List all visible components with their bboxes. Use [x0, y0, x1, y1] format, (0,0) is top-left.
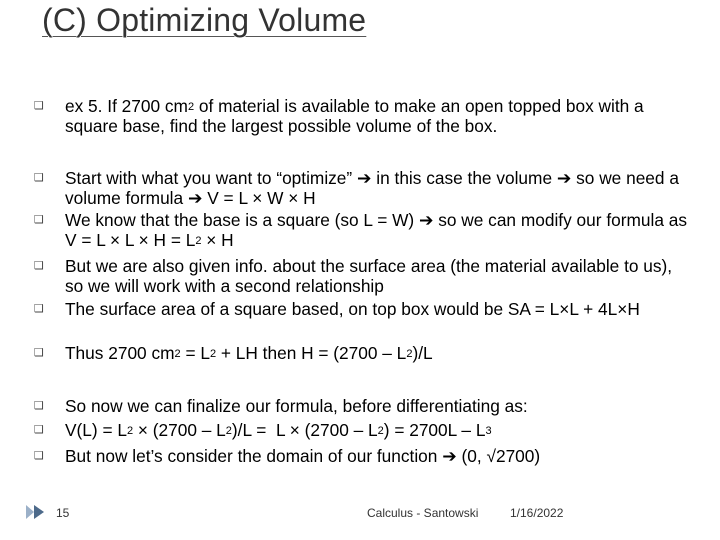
bullet-7	[28, 397, 692, 417]
bullet-1	[28, 97, 692, 136]
page-number: 15	[56, 506, 70, 520]
bullet-5	[28, 300, 692, 320]
bullet-marker-icon: ❑	[34, 172, 44, 184]
footer-date: 1/16/2022	[510, 506, 564, 520]
bullet-text: The surface area of a square based, on top box would be SA = L×L + 4L×H	[65, 299, 640, 319]
bullet-2	[28, 169, 692, 208]
bullet-text: But now let’s consider the domain of our function ➔ (0, √2700)	[65, 446, 541, 466]
bullet-text: ex 5. If 2700 $cm^2$ of material is available to make an open topped box with a square base, find the largest possible volume of the box.	[65, 96, 644, 136]
bullet-marker-icon: ❑	[34, 424, 44, 436]
bullet-8	[28, 421, 692, 441]
bullet-9	[28, 447, 692, 467]
footer-author: Calculus - Santowski	[367, 506, 479, 520]
slide-title: (C) Optimizing Volume	[42, 2, 367, 38]
bullet-marker-icon: ❑	[34, 100, 44, 112]
bullet-4	[28, 257, 692, 296]
bullet-marker-icon: ❑	[34, 214, 44, 226]
bullet-text: So now we can finalize our formula, before differentiating as:	[65, 396, 528, 416]
bullet-marker-icon: ❑	[34, 303, 44, 315]
bullet-text: Start with what you want to “optimize” ➔ in this case the volume ➔ so we need a volume formula ➔ V = L × W × H	[65, 168, 679, 208]
bullet-marker-icon: ❑	[34, 347, 44, 359]
bullet-text: Thus 2700 $cm^2 = L^2$ + LH then $H = (2700 - L^2)/L$	[65, 343, 433, 363]
bullet-marker-icon: ❑	[34, 450, 44, 462]
bullet-text: But we are also given info. about the surface area (the material available to us), so we will work with a second relationship	[65, 256, 673, 296]
footer-arrow-icon	[34, 505, 44, 519]
bullet-marker-icon: ❑	[34, 400, 44, 412]
bullet-text: $V(L) = L^2 \times (2700 - L^2)/L = L \times (2700 - L^2) = 2700L - L^3$	[65, 420, 492, 440]
bullet-6	[28, 344, 692, 364]
footer-accent-icon	[26, 505, 34, 519]
bullet-marker-icon: ❑	[34, 260, 44, 272]
bullet-text: We know that the base is a square (so L = W) ➔ so we can modify our formula as $V = L \times L \times H = L^2 \times H$	[65, 210, 688, 250]
bullet-3	[28, 211, 692, 250]
